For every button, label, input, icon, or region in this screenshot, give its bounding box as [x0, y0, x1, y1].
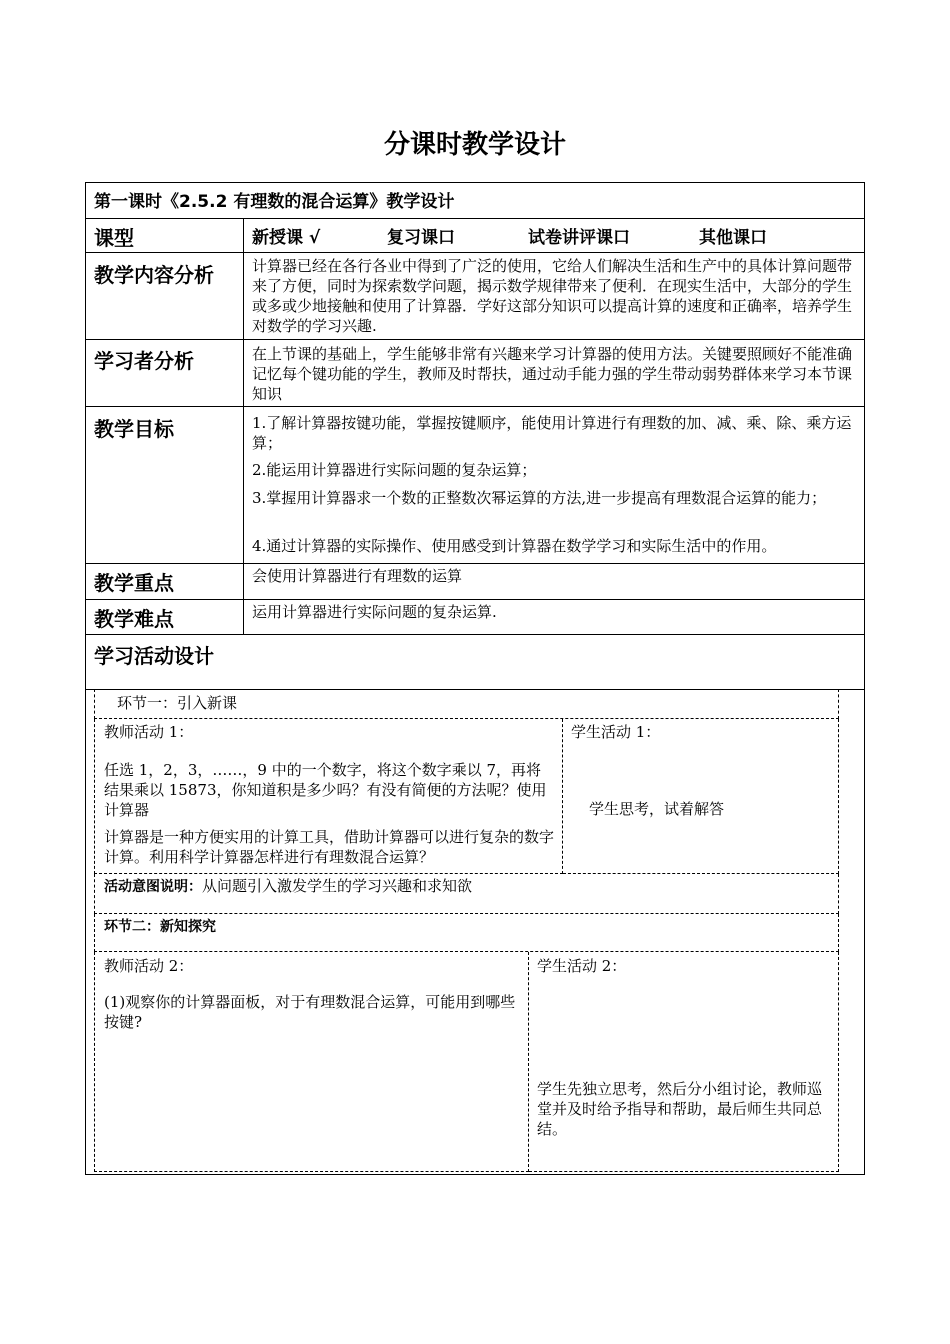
learner-analysis-text: 在上节课的基础上，学生能够非常有兴趣来学习计算器的使用方法。关键要照顾好不能准确记忆每个键功能的学生，教师及时帮扶，通过动手能力强的学生带动弱势群体来学习本节课知识 [252, 345, 853, 403]
row-divider [85, 634, 865, 635]
section1-title: 环节一：引入新课 [117, 694, 238, 712]
teacher-activity-2-text: (1)观察你的计算器面板，对于有理数混合运算，可能用到哪些按键? [104, 993, 516, 1031]
row-divider [85, 218, 865, 219]
intent-row [104, 876, 472, 897]
lesson-type-label: 课型 [94, 226, 134, 250]
teacher-activity-1-text: 任选 1，2，3，……，9 中的一个数字，将这个数字乘以 7，再将结果乘以 15873，你知道积是多少吗？有没有简便的方法呢？使用计算器 [104, 761, 547, 819]
intent-label: 活动意图说明： [104, 879, 202, 895]
teacher-activity-2-label: 教师活动 2： [104, 957, 194, 975]
student-activity-1-label: 学生活动 1： [571, 723, 661, 741]
intent-text: 从问题引入激发学生的学习兴趣和求知欲 [202, 877, 473, 895]
teacher-activity-1-label: 教师活动 1： [104, 723, 194, 741]
row-divider [85, 339, 865, 340]
lesson-type-review: 复习课口 [387, 228, 455, 248]
objectives-label: 教学目标 [94, 417, 174, 441]
row-divider [85, 563, 865, 564]
column-divider [243, 218, 244, 634]
lesson-type-other: 其他课口 [699, 228, 767, 248]
objective-item: 2.能运用计算器进行实际问题的复杂运算； [252, 461, 537, 479]
key-point-text: 会使用计算器进行有理数的运算 [252, 567, 463, 585]
row-divider [85, 252, 865, 253]
key-point-label: 教学重点 [94, 571, 174, 595]
difficulty-label: 教学难点 [94, 607, 174, 631]
lesson-type-exam: 试卷讲评课口 [528, 228, 630, 248]
page-title: 分课时教学设计 [383, 130, 566, 160]
lesson-header: 第一课时《2.5.2 有理数的混合运算》教学设计 [94, 192, 455, 212]
student-activity-2-label: 学生活动 2： [537, 957, 627, 975]
section2-student-cell [529, 952, 839, 1172]
activity-design-label: 学习活动设计 [94, 644, 214, 668]
learner-analysis-label: 学习者分析 [94, 349, 194, 373]
section2-title: 环节二：新知探究 [104, 919, 216, 935]
section2-teacher-cell [94, 952, 529, 1172]
section1-student-cell [563, 719, 839, 874]
objective-item: 4.通过计算器的实际操作、使用感受到计算器在数学学习和实际生活中的作用。 [252, 537, 777, 555]
student-activity-2-text: 学生先独立思考，然后分小组讨论，教师巡堂并及时给予指导和帮助，最后师生共同总结。 [537, 1080, 823, 1138]
student-activity-1-text: 学生思考，试着解答 [589, 800, 725, 818]
objective-item: 1.了解计算器按键功能，掌握按键顺序，能使用计算进行有理数的加、减、乘、除、乘方运算； [252, 414, 852, 452]
objective-item: 3.掌握用计算器求一个数的正整数次幂运算的方法,进一步提高有理数混合运算的能力； [252, 489, 827, 507]
content-analysis-text: 计算器已经在各行各业中得到了广泛的使用，它给人们解决生活和生产中的具体计算问题带来了方便，同时为探索数学问题，揭示数学规律带来了便利．在现实生活中，大部分的学生或多或少地接触和使用了计算器．学好这部分知识可以提高计算的速度和正确率，培养学生对数学的学习兴趣. [252, 257, 853, 335]
lesson-type-new: 新授课 √ [252, 228, 321, 248]
difficulty-text: 运用计算器进行实际问题的复杂运算. [252, 603, 497, 621]
row-divider [85, 406, 865, 407]
teacher-activity-1-text: 计算器是一种方便实用的计算工具，借助计算器可以进行复杂的数字计算。利用科学计算器怎样进行有理数混合运算？ [104, 828, 555, 866]
content-analysis-label: 教学内容分析 [94, 263, 214, 287]
row-divider [85, 599, 865, 600]
